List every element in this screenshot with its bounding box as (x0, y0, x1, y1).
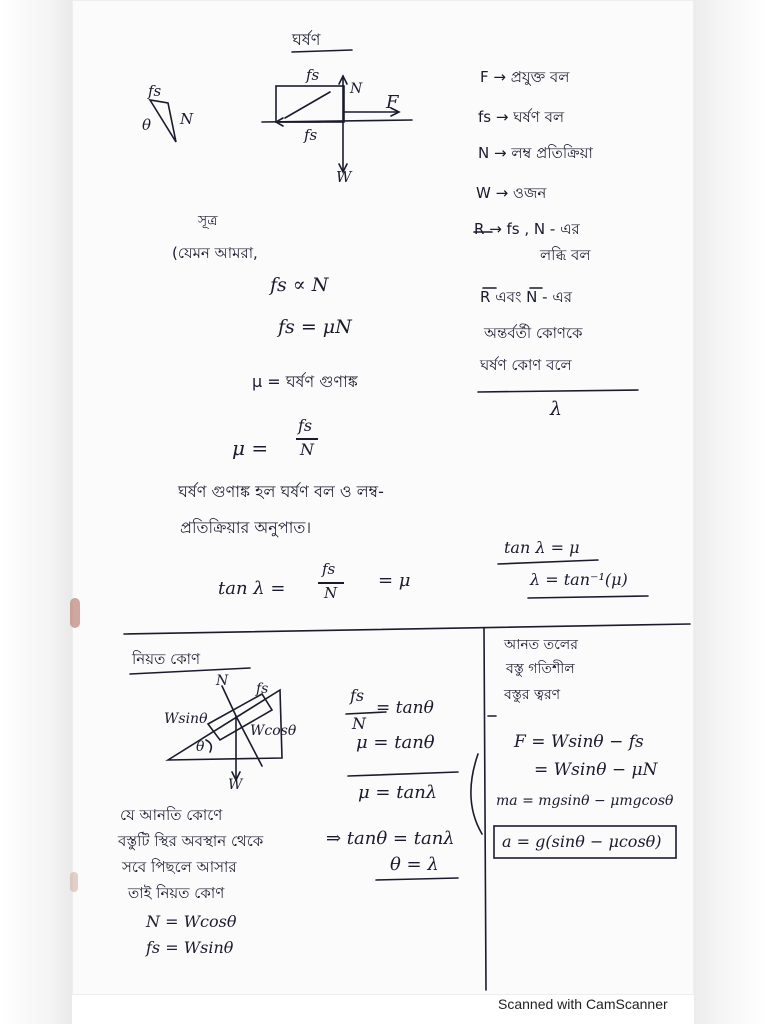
middle-r1-rhs: = tanθ (376, 698, 434, 718)
angle-def-line-1: R এবং N - এর (480, 288, 573, 306)
middle-r5: θ = λ (390, 854, 439, 875)
tan-eq-num: fs (322, 560, 336, 578)
block-fs-label: fs (306, 66, 320, 84)
triangle-theta-label: θ (142, 116, 152, 134)
middle-r4: ⇒ tanθ = tanλ (326, 828, 455, 849)
incline-note-2: বস্তুটি স্থির অবস্থান থেকে (118, 832, 264, 850)
incline-wsin-label: Wsinθ (164, 711, 208, 727)
lambda-symbol: λ (550, 398, 563, 420)
right-eq-2: = Wsinθ − μN (534, 760, 658, 780)
mu-ratio-num: fs (298, 416, 313, 435)
force-triangle (150, 100, 176, 142)
incline-eq-2: fs = Wsinθ (146, 938, 234, 957)
right-eq-1: F = Wsinθ − fs (514, 732, 644, 752)
incline-note-4: তাই নিয়ত কোণ (128, 884, 225, 902)
block-fs-bottom-label: fs (304, 126, 318, 144)
incline-eq-1: N = Wcosθ (146, 912, 237, 931)
right-heading-2: বস্তু গতিশীল (506, 661, 575, 677)
law-label: সূত্র (198, 213, 218, 229)
statement-line-1: ঘর্ষণ গুণাঙ্ক হল ঘর্ষণ বল ও লম্ব- (178, 482, 384, 501)
tan-eq-rhs: = μ (378, 570, 411, 591)
legend-line: N → লম্ব প্রতিক্রিয়া (478, 144, 593, 162)
tan-box-line-2: λ = tan⁻¹(μ) (530, 570, 628, 589)
law-equation: fs = μN (278, 316, 352, 338)
block-f-label: F (386, 92, 399, 113)
incline-n-label: N (216, 673, 229, 689)
heading-underline (292, 50, 352, 52)
block-n-label: N (350, 81, 363, 97)
angle-def-line-3: ঘর্ষণ কোণ বলে (480, 356, 572, 374)
block-w-label: W (336, 168, 352, 186)
legend-line: F → প্রযুক্ত বল (480, 68, 570, 86)
theta-arc (206, 740, 211, 752)
incline-wcos-label: Wcosθ (250, 723, 297, 739)
middle-r1-num: fs (350, 686, 365, 705)
mu-ratio-lhs: μ = (232, 436, 269, 460)
right-heading-1: আনত তলের (504, 637, 578, 653)
middle-r1-den: N (352, 714, 366, 733)
mu-definition: μ = ঘর্ষণ গুণাঙ্ক (252, 372, 358, 391)
resultant-line-1: R → fs , N - এর (474, 220, 580, 238)
law-proportion: fs ∝ N (270, 274, 329, 296)
statement-line-2: প্রতিক্রিয়ার অনুপাত। (180, 518, 312, 537)
tan-eq-lhs: tan λ = (218, 578, 286, 599)
definition-underline (478, 390, 638, 392)
incline-fs-label: fs (256, 681, 269, 697)
incline-theta-label: θ (196, 739, 205, 755)
law-sub: (যেমন আমরা, (172, 244, 258, 262)
angle-def-line-2: অন্তর্বর্তী কোণকে (484, 324, 583, 342)
middle-r2: μ = tanθ (356, 732, 435, 753)
right-eq-4-boxed: a = g(sinθ − μcosθ) (502, 832, 662, 851)
triangle-fs-label: fs (148, 82, 162, 100)
legend-line: W → ওজন (476, 184, 547, 202)
incline-heading: নিয়ত কোণ (132, 650, 201, 668)
middle-r3: μ = tanλ (358, 782, 438, 803)
scanner-watermark: Scanned with CamScanner (498, 996, 668, 1012)
incline-w-label: W (228, 777, 243, 793)
incline-note-3: সবে পিছলে আসার (122, 858, 237, 876)
section-divider (124, 624, 690, 634)
resultant-line-2: লব্ধি বল (540, 246, 591, 264)
heading-friction: ঘর্ষণ (292, 30, 321, 49)
right-heading-3: বস্তুর ত্বরণ (504, 687, 561, 703)
incline-note-1: যে আনতি কোণে (120, 806, 223, 824)
column-divider (484, 628, 486, 990)
tan-box-line-1: tan λ = μ (504, 538, 580, 557)
triangle-n-label: N (180, 110, 194, 128)
mu-ratio-den: N (300, 440, 314, 459)
tan-eq-den: N (324, 584, 338, 602)
right-eq-3: ma = mgsinθ − μmgcosθ (496, 793, 674, 809)
block-hatch (285, 92, 330, 118)
legend-line: fs → ঘর্ষণ বল (478, 108, 565, 126)
